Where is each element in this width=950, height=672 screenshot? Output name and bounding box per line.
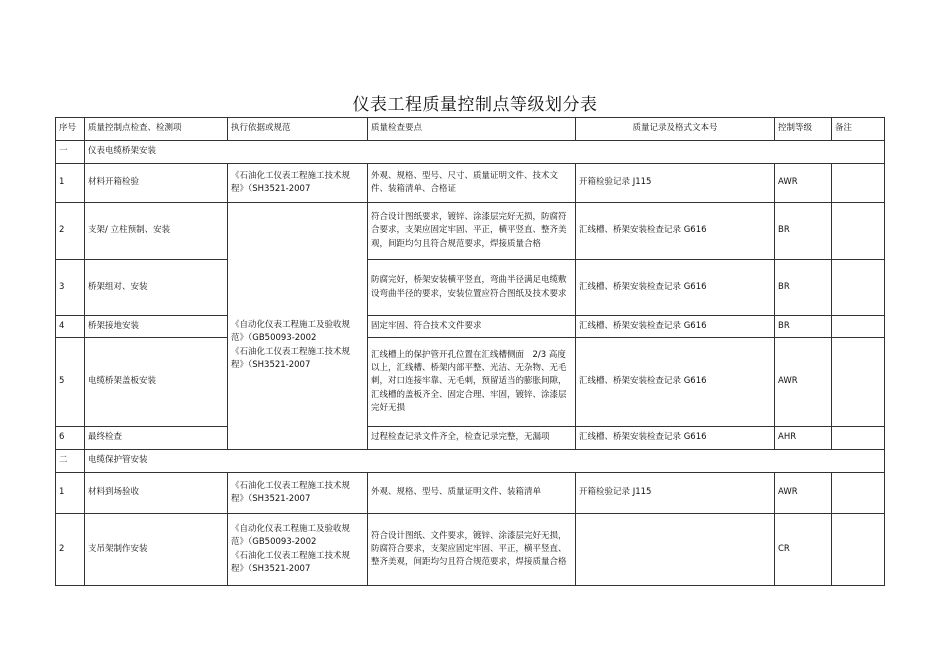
basis-line: 《自动化仪表工程施工及验收规 xyxy=(231,524,351,535)
row-points: 外观、规格、型号、质量证明文件、装箱清单 xyxy=(368,473,576,514)
row-points: 汇线槽上的保护管开孔位置在汇线槽侧面 2/3 高度以上，汇线槽、桥架内部平整、光洁、无杂物、无毛刺，对口连接牢靠、无毛刺，预留适当的膨胀间隙，汇线槽的盖板齐全、固定合理、牢固，镀锌、涂漆层完好无损 xyxy=(368,338,576,427)
row-points: 符合设计图纸、文件要求，镀锌、涂漆层完好无损，防腐符合要求，支架应固定牢固、平正，横平竖直、整齐美观，间距均匀且符合规范要求，焊接质量合格 xyxy=(368,514,576,586)
row-record: 汇线槽、桥架安装检查记录 G616 xyxy=(576,338,775,427)
row-remark xyxy=(832,164,885,203)
row-item: 桥架组对、安装 xyxy=(85,260,228,316)
header-record: 质量记录及格式文本号 xyxy=(576,118,775,141)
section-no: 一 xyxy=(56,141,85,164)
section-name: 仪表电缆桥架安装 xyxy=(85,141,885,164)
row-grade: AHR xyxy=(775,427,832,450)
row-no: 2 xyxy=(56,514,85,586)
basis-line: 《石油化工仪表工程施工技术规 xyxy=(231,170,351,181)
section-no: 二 xyxy=(56,450,85,473)
row-no: 5 xyxy=(56,338,85,427)
basis-line: 《自动化仪表工程施工及验收规 xyxy=(231,320,351,331)
row-no: 1 xyxy=(56,473,85,514)
row-remark xyxy=(832,427,885,450)
table-row xyxy=(56,473,885,514)
header-points: 质量检查要点 xyxy=(368,118,576,141)
basis-line: 程》（SH3521-2007 xyxy=(231,563,311,574)
row-remark xyxy=(832,338,885,427)
row-grade: BR xyxy=(775,260,832,316)
basis-line: 《石油化工仪表工程施工技术规 xyxy=(231,346,351,357)
row-grade: AWR xyxy=(775,473,832,514)
row-item: 支吊架制作安装 xyxy=(85,514,228,586)
header-row xyxy=(56,118,885,141)
table-row xyxy=(56,514,885,586)
header-remark: 备注 xyxy=(832,118,885,141)
row-remark xyxy=(832,316,885,338)
row-points: 过程检查记录文件齐全，检查记录完整，无漏项 xyxy=(368,427,576,450)
row-record: 汇线槽、桥架安装检查记录 G616 xyxy=(576,203,775,260)
row-basis xyxy=(228,164,368,203)
header-grade: 控制等级 xyxy=(775,118,832,141)
row-record xyxy=(576,514,775,586)
row-remark xyxy=(832,514,885,586)
row-no: 6 xyxy=(56,427,85,450)
row-item: 支架/ 立柱预制、安装 xyxy=(85,203,228,260)
quality-control-table xyxy=(55,117,885,586)
row-grade: BR xyxy=(775,316,832,338)
header-basis: 执行依据或规范 xyxy=(228,118,368,141)
table-row xyxy=(56,203,885,260)
table-row xyxy=(56,316,885,338)
page-title: 仪表工程质量控制点等级划分表 xyxy=(352,95,598,115)
section-row xyxy=(56,141,885,164)
row-remark xyxy=(832,260,885,316)
row-points: 防腐完好，桥架安装横平竖直，弯曲半径满足电缆敷设弯曲半径的要求，安装位置应符合图纸及技术要求 xyxy=(368,260,576,316)
basis-line: 范》（GB50093-2002 xyxy=(231,537,317,548)
row-record: 汇线槽、桥架安装检查记录 G616 xyxy=(576,260,775,316)
row-item: 材料到场验收 xyxy=(85,473,228,514)
row-grade: BR xyxy=(775,203,832,260)
row-item: 电缆桥架盖板安装 xyxy=(85,338,228,427)
row-item: 最终检查 xyxy=(85,427,228,450)
row-points: 外观、规格、型号、尺寸、质量证明文件、技术文件、装箱清单、合格证 xyxy=(368,164,576,203)
row-item: 桥架接地安装 xyxy=(85,316,228,338)
row-points: 符合设计图纸要求，镀锌、涂漆层完好无损，防腐符合要求，支架应固定牢固、平正，横平竖直、整齐美观，间距均匀且符合规范要求，焊接质量合格 xyxy=(368,203,576,260)
row-record: 开箱检验记录 J115 xyxy=(576,164,775,203)
table-row xyxy=(56,164,885,203)
row-remark xyxy=(832,473,885,514)
row-points: 固定牢固、符合技术文件要求 xyxy=(368,316,576,338)
basis-line: 程》（SH3521-2007 xyxy=(231,494,311,504)
row-record: 开箱检验记录 J115 xyxy=(576,473,775,514)
row-remark xyxy=(832,203,885,260)
table-row xyxy=(56,260,885,316)
basis-line: 《石油化工仪表工程施工技术规 xyxy=(231,550,351,561)
header-item: 质量控制点检查、检测项 xyxy=(85,118,228,141)
row-grade: AWR xyxy=(775,338,832,427)
row-item: 材料开箱检验 xyxy=(85,164,228,203)
row-no: 3 xyxy=(56,260,85,316)
row-basis xyxy=(228,473,368,514)
section-name: 电缆保护管安装 xyxy=(85,450,885,473)
table-row xyxy=(56,427,885,450)
row-basis xyxy=(228,514,368,586)
row-no: 2 xyxy=(56,203,85,260)
row-basis-merged xyxy=(228,203,368,450)
section-row xyxy=(56,450,885,473)
basis-line: 程》（SH3521-2007 xyxy=(231,359,311,370)
basis-line: 程》（SH3521-2007 xyxy=(231,184,311,194)
row-grade: AWR xyxy=(775,164,832,203)
row-no: 1 xyxy=(56,164,85,203)
table-row xyxy=(56,338,885,427)
row-no: 4 xyxy=(56,316,85,338)
row-record: 汇线槽、桥架安装检查记录 G616 xyxy=(576,427,775,450)
basis-line: 《石油化工仪表工程施工技术规 xyxy=(231,480,351,491)
basis-line: 范》（GB50093-2002 xyxy=(231,333,317,344)
row-grade: CR xyxy=(775,514,832,586)
row-record: 汇线槽、桥架安装检查记录 G616 xyxy=(576,316,775,338)
header-no: 序号 xyxy=(56,118,85,141)
